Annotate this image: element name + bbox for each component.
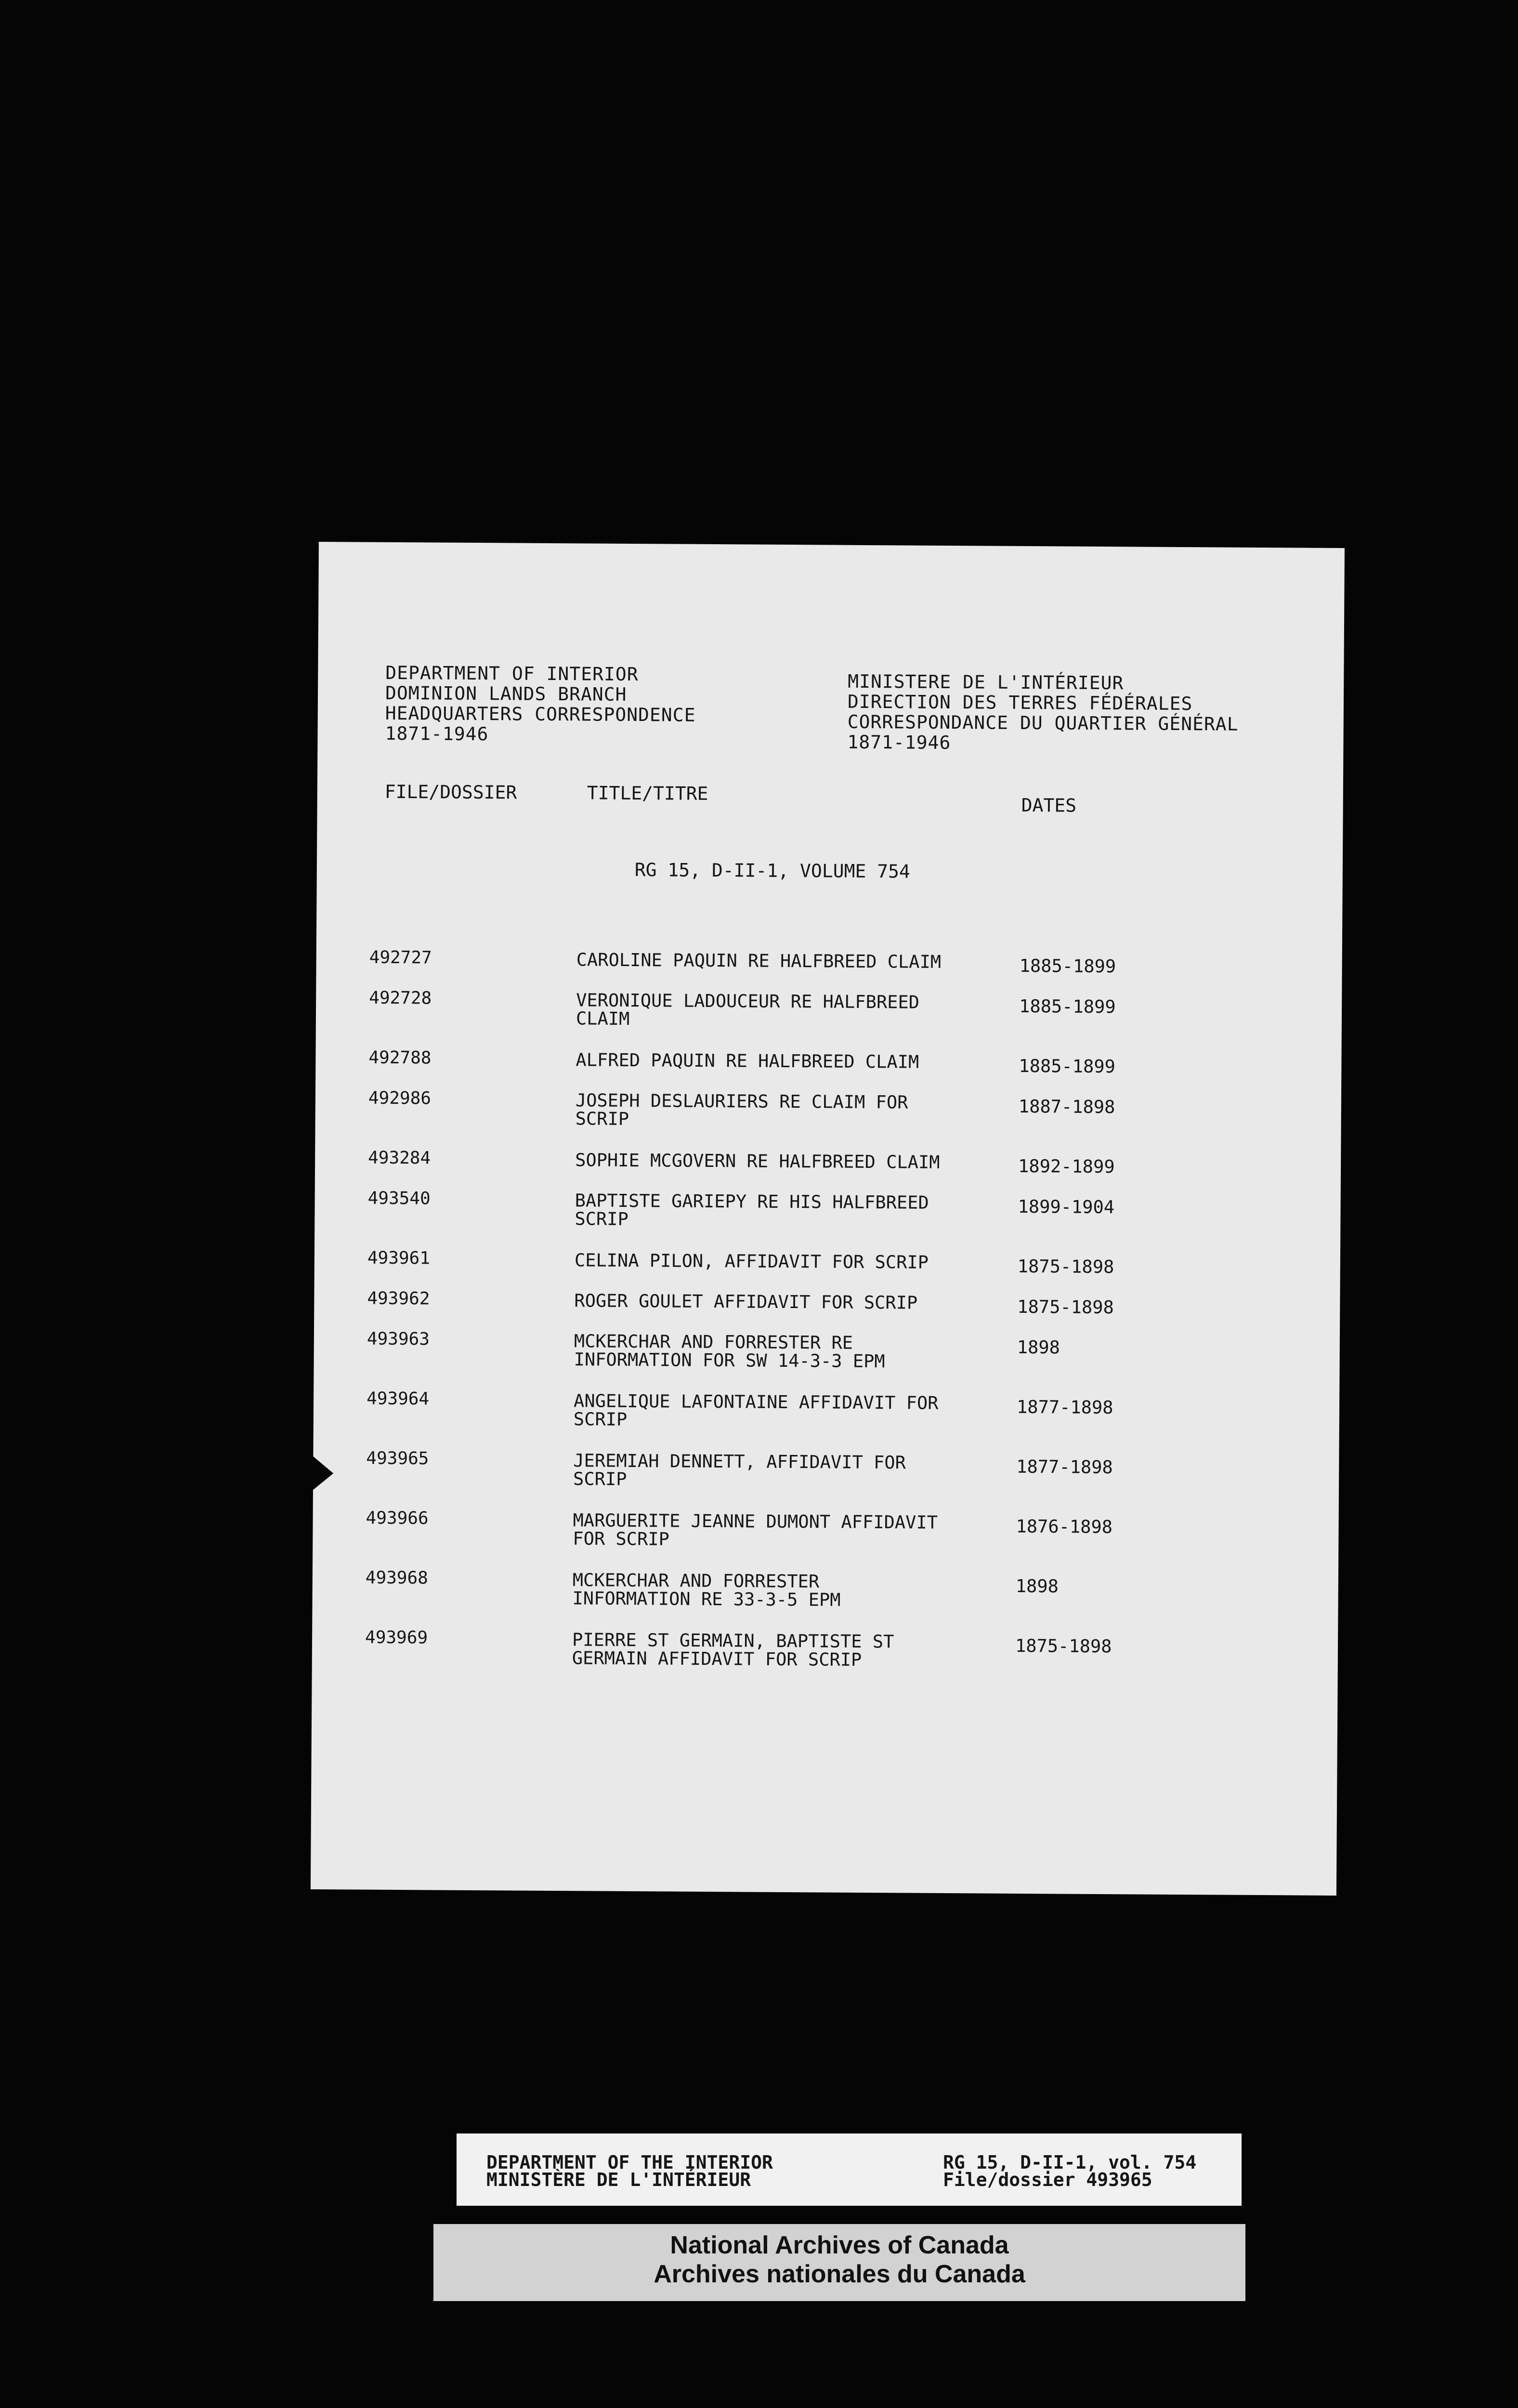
file-number: 493540 xyxy=(367,1188,431,1209)
title-line: CLAIM xyxy=(576,1008,630,1029)
pointer-arrow-icon xyxy=(300,1445,334,1501)
file-number: 493966 xyxy=(366,1508,429,1529)
file-row xyxy=(316,988,1342,1047)
header-line: HEADQUARTERS CORRESPONDENCE xyxy=(385,702,696,726)
title-line: VERONIQUE LADOUCEUR RE HALFBREED xyxy=(576,990,920,1013)
header-line: DIRECTION DES TERRES FÉDÉRALES xyxy=(847,691,1193,715)
archive-name-english: National Archives of Canada xyxy=(670,2231,1009,2259)
file-dates: 1899-1904 xyxy=(1018,1196,1115,1218)
file-dates: 1885-1899 xyxy=(1019,995,1116,1018)
title-line: MARGUERITE JEANNE DUMONT AFFIDAVIT xyxy=(573,1510,938,1533)
film-label-strip xyxy=(457,2133,1242,2206)
file-number: 492788 xyxy=(368,1047,432,1068)
title-line: INFORMATION FOR SW 14-3-3 EPM xyxy=(574,1349,885,1372)
file-title xyxy=(575,1151,999,1172)
file-dates: 1892-1899 xyxy=(1018,1155,1115,1178)
header-line: 1871-1946 xyxy=(385,722,489,745)
file-title xyxy=(573,1452,997,1491)
label-line: File/dossier 493965 xyxy=(943,2169,1152,2190)
title-line: INFORMATION RE 33-3-5 EPM xyxy=(572,1588,841,1610)
header-english xyxy=(385,663,696,746)
file-dates: 1877-1898 xyxy=(1016,1396,1113,1418)
file-number: 493284 xyxy=(368,1148,431,1168)
title-line: MCKERCHAR AND FORRESTER RE xyxy=(574,1331,853,1353)
file-dates: 1898 xyxy=(1017,1336,1060,1358)
file-title xyxy=(575,1251,998,1272)
label-line: DEPARTMENT OF THE INTERIOR xyxy=(486,2152,773,2173)
file-dates: 1877-1898 xyxy=(1016,1456,1113,1478)
title-line: PIERRE ST GERMAIN, BAPTISTE ST xyxy=(572,1629,894,1652)
file-number: 492986 xyxy=(368,1088,432,1109)
file-title xyxy=(573,1511,996,1550)
file-title xyxy=(572,1571,996,1610)
file-title xyxy=(576,951,1000,971)
file-number: 493965 xyxy=(366,1448,429,1469)
title-line: BAPTISTE GARIEPY RE HIS HALFBREED xyxy=(575,1190,929,1213)
label-line: RG 15, D-II-1, vol. 754 xyxy=(943,2152,1197,2173)
file-dates: 1885-1899 xyxy=(1019,955,1116,977)
archive-name-french: Archives nationales du Canada xyxy=(654,2260,1025,2288)
file-title xyxy=(574,1332,998,1371)
title-line: ROGER GOULET AFFIDAVIT FOR SCRIP xyxy=(574,1290,918,1313)
file-title xyxy=(576,1051,999,1072)
file-dates: 1887-1898 xyxy=(1018,1096,1115,1118)
file-row xyxy=(313,1448,1339,1507)
file-row xyxy=(313,1508,1339,1567)
department-label xyxy=(486,2154,773,2188)
file-number: 493962 xyxy=(367,1288,430,1309)
file-dates: 1875-1898 xyxy=(1017,1296,1114,1318)
file-title xyxy=(572,1631,996,1670)
file-row xyxy=(314,1188,1341,1247)
title-line: ALFRED PAQUIN RE HALFBREED CLAIM xyxy=(576,1049,919,1073)
file-dates: 1875-1898 xyxy=(1017,1256,1114,1278)
column-header-title: TITLE/TITRE xyxy=(587,782,708,804)
pointer-arrow-tail xyxy=(275,1458,302,1487)
file-title xyxy=(576,991,1000,1030)
title-line: SCRIP xyxy=(575,1108,629,1129)
file-number: 493961 xyxy=(367,1248,431,1269)
label-line: MINISTÈRE DE L'INTÉRIEUR xyxy=(486,2169,751,2190)
title-line: CAROLINE PAQUIN RE HALFBREED CLAIM xyxy=(576,949,942,972)
file-row xyxy=(314,1329,1340,1388)
file-dates: 1898 xyxy=(1015,1575,1059,1597)
header-line: MINISTERE DE L'INTÉRIEUR xyxy=(848,670,1124,694)
header-line: 1871-1946 xyxy=(847,731,951,754)
column-header-dates: DATES xyxy=(1021,794,1077,816)
title-line: FOR SCRIP xyxy=(573,1528,669,1550)
file-dates: 1876-1898 xyxy=(1016,1516,1113,1538)
title-line: SCRIP xyxy=(573,1468,627,1490)
file-title xyxy=(576,1091,999,1130)
volume-reference: RG 15, D-II-1, VOLUME 754 xyxy=(634,859,910,882)
header-line: CORRESPONDANCE DU QUARTIER GÉNÉRAL xyxy=(847,711,1239,735)
header-line: DOMINION LANDS BRANCH xyxy=(385,682,627,705)
title-line: MCKERCHAR AND FORRESTER xyxy=(572,1570,820,1592)
file-number: 493969 xyxy=(365,1627,428,1648)
file-number: 492727 xyxy=(369,947,432,968)
archive-label xyxy=(433,2224,1245,2301)
file-number: 492728 xyxy=(369,988,432,1008)
file-dates: 1885-1899 xyxy=(1019,1055,1115,1077)
file-number: 493968 xyxy=(365,1568,429,1588)
header-line: DEPARTMENT OF INTERIOR xyxy=(385,662,639,685)
file-row xyxy=(312,1627,1338,1687)
reference-label xyxy=(943,2154,1196,2188)
file-row xyxy=(314,1388,1340,1448)
title-line: SCRIP xyxy=(573,1409,628,1430)
index-page xyxy=(311,542,1345,1896)
title-line: CELINA PILON, AFFIDAVIT FOR SCRIP xyxy=(574,1250,929,1273)
title-line: JEREMIAH DENNETT, AFFIDAVIT FOR xyxy=(573,1450,906,1473)
title-line: JOSEPH DESLAURIERS RE CLAIM FOR xyxy=(575,1090,908,1113)
title-line: SCRIP xyxy=(575,1208,628,1230)
file-title xyxy=(574,1292,998,1312)
title-line: GERMAIN AFFIDAVIT FOR SCRIP xyxy=(572,1648,862,1670)
file-row xyxy=(312,1568,1338,1627)
file-row xyxy=(315,1088,1341,1147)
file-dates: 1875-1898 xyxy=(1015,1635,1112,1657)
title-line: ANGELIQUE LAFONTAINE AFFIDAVIT FOR xyxy=(573,1390,939,1413)
file-number: 493963 xyxy=(366,1329,430,1349)
file-title xyxy=(574,1392,997,1431)
title-line: SOPHIE MCGOVERN RE HALFBREED CLAIM xyxy=(575,1150,940,1173)
header-french xyxy=(847,671,1239,755)
column-header-file: FILE/DOSSIER xyxy=(384,781,517,803)
file-title xyxy=(575,1191,998,1230)
file-number: 493964 xyxy=(366,1388,430,1409)
